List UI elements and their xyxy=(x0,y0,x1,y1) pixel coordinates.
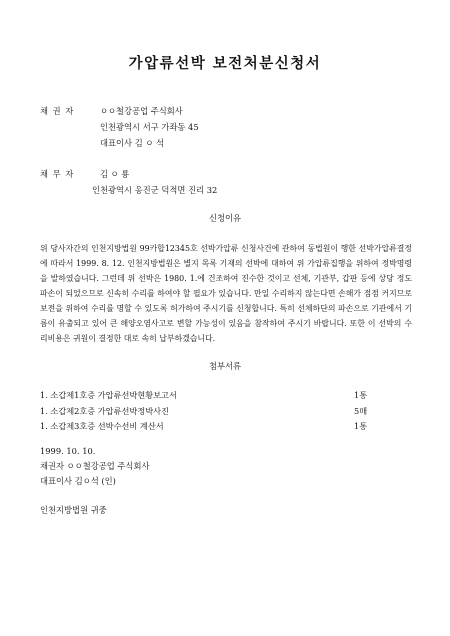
attachment-name: 1. 소갑제3호증 선박수선비 계산서 xyxy=(40,421,164,431)
reason-heading: 신청이유 xyxy=(208,213,242,223)
document-title: 가압류선박 보전처분신청서 xyxy=(128,55,322,72)
debtor-name-line xyxy=(40,169,129,179)
court-addressee: 인천지방법원 귀중 xyxy=(40,505,107,515)
attachments-heading: 첨부서류 xyxy=(208,361,242,371)
debtor-label: 채 무 자 xyxy=(40,169,75,179)
debtor-address: 인천광역시 옹진군 덕적면 진리 32 xyxy=(92,185,218,195)
document-date: 1999. 10. 10. xyxy=(40,446,96,456)
creditor-representative: 대표이사 김 ㅇ 석 xyxy=(100,138,165,148)
attachment-name: 1. 소갑제1호증 가압류선박현황보고서 xyxy=(40,390,177,400)
attachment-qty: 1통 xyxy=(354,390,368,400)
attachment-qty: 1통 xyxy=(354,421,368,431)
creditor-name: ㅇㅇ철강공업 주식회사 xyxy=(100,106,183,116)
creditor-name-line xyxy=(40,106,183,116)
signature-creditor: 채권자 ㅇㅇ철강공업 주식회사 xyxy=(40,461,150,471)
debtor-name: 김 ㅇ 룡 xyxy=(100,169,130,179)
signature-representative: 대표이사 김ㅇ석 (인) xyxy=(40,476,116,486)
reason-body: 위 당사자간의 인천지방법원 99카합12345호 선박가압류 신청사건에 관하여 동법원이 행한 선박가압류결정에 따라서 1999. 8. 12. 인천지방법원은 별지 목록 기재의 선박에 대하여 위 가압류집행을 위하여 정박명령을 발하였습니다. 그런데 위 선박은 1980. 1.에 건조하여 진수한 것이고 선체, 기관부, 갑판 등에 상당 정도 파손이 되었으므로 신속히 수리를 하여야 할 필요가 있습니다. 만일 수리하지 않는다면 손해가 점점 커지므로 보전을 위하여 수리를 명할 수 있도록 허가하여 주시기를 신청합니다. 특히 선체하단의 파손으로 기관에서 기름이 유출되고 있어 큰 해양오염사고로 변할 가능성이 있음을 참작하여 주시기 바랍니다. 또한 이 선박의 수리비용은 귀원이 결정한 대로 속히 납부하겠습니다. xyxy=(40,244,412,344)
creditor-address: 인천광역시 서구 가좌동 45 xyxy=(100,122,199,132)
attachment-qty: 5매 xyxy=(354,406,368,416)
attachment-name: 1. 소갑제2호증 가압류선박정박사진 xyxy=(40,406,169,416)
creditor-label: 채 권 자 xyxy=(40,106,75,116)
